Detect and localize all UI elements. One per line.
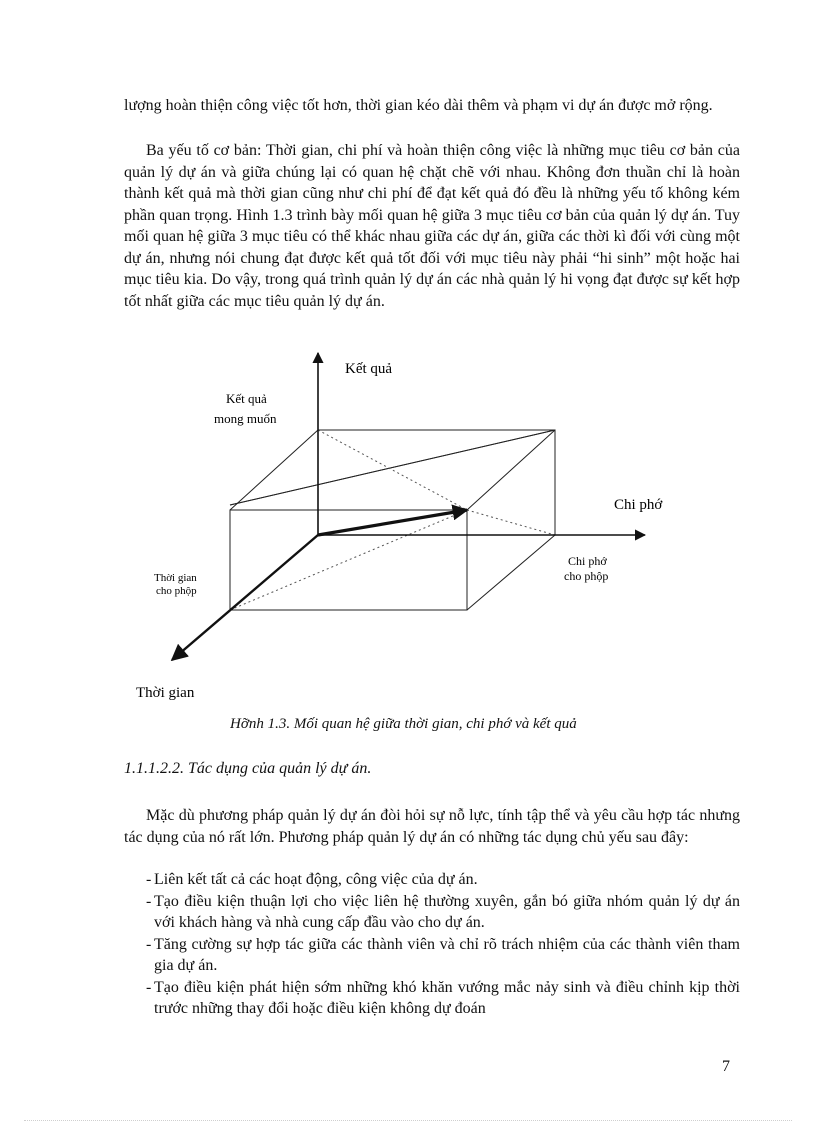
list-item xyxy=(124,869,740,891)
label-ketqua-mongmuon-1: Kết quả xyxy=(226,391,267,406)
page-number: 7 xyxy=(722,1058,730,1075)
label-thoigian-chophep-1: Thời gian xyxy=(154,572,197,584)
paragraph-continuation: lượng hoàn thiện công việc tốt hơn, thời gian kéo dài thêm và phạm vi dự án được mở rộng. xyxy=(124,97,713,114)
box-edges xyxy=(230,430,555,610)
paragraph-effects: Mặc dù phương pháp quản lý dự án đòi hỏi sự nỗ lực, tính tập thể và yêu cầu hợp tác nhưng tác dụng của nó rất lớn. Phương pháp quản lý dự án có những tác dụng chủ yếu sau đây: xyxy=(124,807,740,846)
list-item-text: Tạo điều kiện thuận lợi cho việc liên hệ thường xuyên, gắn bó giữa nhóm quản lý dự án với khách hàng và nhà cung cấp đầu vào cho dự án. xyxy=(154,892,740,931)
label-chiphi-chophep-1: Chi phớ xyxy=(568,554,607,568)
list-item-text: Tăng cường sự hợp tác giữa các thành viên và chỉ rõ trách nhiệm của các thành viên tham gia dự án. xyxy=(154,935,740,974)
label-ketqua: Kết quả xyxy=(345,361,393,377)
label-chiphi-chophep-2: cho phộp xyxy=(564,569,609,583)
effects-list xyxy=(124,869,740,1020)
box-back-face xyxy=(230,430,555,535)
label-chiphi: Chi phớ xyxy=(614,497,663,513)
label-thoigian: Thời gian xyxy=(136,685,195,701)
figure-time-cost-result xyxy=(130,345,690,740)
bullet-dash: - xyxy=(146,871,152,888)
page-bottom-divider xyxy=(24,1120,792,1121)
list-item xyxy=(124,891,740,934)
paragraph-three-factors: Ba yếu tố cơ bản: Thời gian, chi phí và hoàn thiện công việc là những mục tiêu cơ bản của quản lý dự án và giữa chúng lại có quan hệ chặt chẽ với nhau. Không đơn thuần chỉ là hoàn thành kết quả mà thời gian cũng như chi phí để đạt kết quả đó đều là những yếu tố không kém phần quan trọng. Hình 1.3 trình bày mối quan hệ giữa 3 mục tiêu cơ bản của quản lý dự án. Tuy mối quan hệ giữa 3 mục tiêu có thể khác nhau giữa các dự án, giữa các thời kì đối với cùng một dự án, nhưng nói chung đạt được kết quả tốt đối với mục tiêu này phải “hi sinh” một hoặc hai mục tiêu kia. Do vậy, trong quá trình quản lý dự án các nhà quản lý hi vọng đạt được sự kết hợp tốt nhất giữa các mục tiêu quản lý dự án. xyxy=(124,142,740,310)
bullet-dash: - xyxy=(146,935,152,953)
list-item-text: Liên kết tất cả các hoạt động, công việc của dự án. xyxy=(154,871,478,888)
bullet-dash: - xyxy=(146,978,152,996)
list-item xyxy=(124,934,740,977)
section-heading: 1.1.1.2.2. Tác dụng của quản lý dự án. xyxy=(124,760,372,777)
list-item xyxy=(124,977,740,1020)
figure-caption: Hỡnh 1.3. Mối quan hệ giữa thời gian, chi phớ và kết quả xyxy=(230,716,577,732)
list-item-text: Tạo điều kiện phát hiện sớm những khó khăn vướng mắc nảy sinh và điều chỉnh kịp thời trước những thay đổi hoặc điều kiện không dự đoán xyxy=(154,978,740,1017)
box-dotted-diagonals xyxy=(230,430,555,610)
label-thoigian-chophep-2: cho phộp xyxy=(156,585,197,597)
axis-time xyxy=(172,535,318,660)
result-vector xyxy=(318,510,467,535)
bullet-dash: - xyxy=(146,892,152,910)
label-ketqua-mongmuon-2: mong muốn xyxy=(214,411,277,426)
